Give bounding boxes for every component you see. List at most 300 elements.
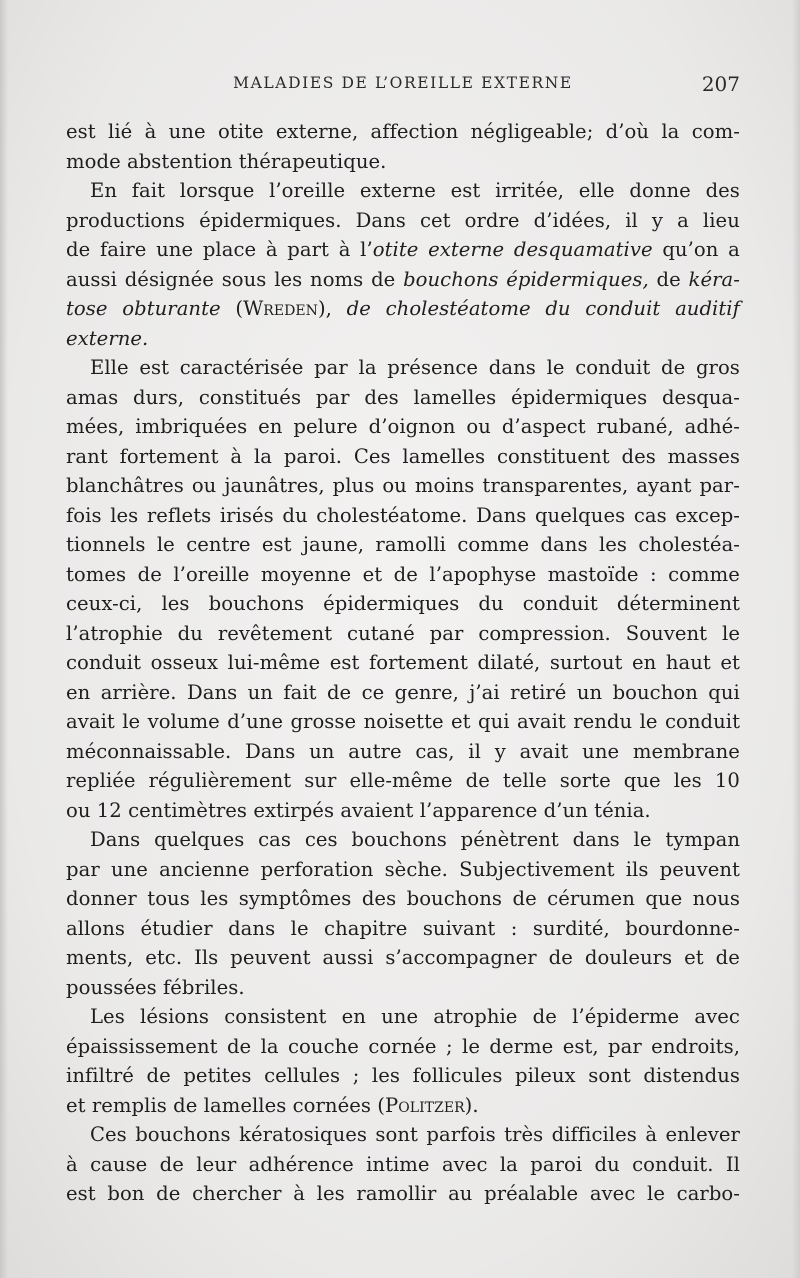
word: conduit. [632,1152,714,1176]
word: dilaté, [477,651,541,674]
text-line [66,589,740,619]
word: épaississement [66,1034,218,1058]
word: rendu [573,710,633,733]
word: très [504,1123,544,1146]
word: de [656,267,681,291]
text-line [66,1061,740,1091]
text-line [66,530,740,560]
word: pénètrent [460,828,559,851]
word: peuvent [659,857,740,881]
word: externe [428,238,505,261]
word: dans [572,828,620,851]
word: bouchons [135,1123,231,1146]
text-line [66,796,740,826]
word: avec [589,1182,636,1205]
word: à [230,444,243,468]
word: dans [488,356,536,379]
word: les [200,887,229,910]
word: du [594,1152,620,1176]
word: excep- [675,503,740,527]
word: cholestéatome [385,297,531,320]
word: ces [304,828,338,851]
word: cet [419,208,451,232]
word: le [639,710,658,733]
word: l’apophyse [429,562,537,586]
word: ; [445,1034,453,1058]
word: les [316,1182,345,1205]
word: desquamative [513,238,653,261]
word: moins [414,474,475,497]
word: déterminent [616,592,740,615]
word: auditif [675,297,740,320]
word: conduit [66,651,142,674]
word: à [265,238,278,261]
text-line [66,560,740,590]
word: aussi [322,946,374,969]
word: un [247,680,273,704]
word: d’un [543,798,588,822]
word: par [66,857,100,881]
word: fait [283,680,317,704]
word: par [608,1034,642,1058]
word: les [110,503,139,527]
text-line [66,1150,740,1180]
word: : [510,916,518,940]
word: de [371,267,396,291]
word: fortement [119,444,219,468]
word: de [346,297,371,320]
word: aussi [66,267,117,291]
word: Les [90,1005,125,1028]
word: ramolli [375,533,446,556]
word: qui [708,680,740,704]
word: étudier [140,916,213,940]
word: lieu [702,208,740,232]
text-line [66,294,740,324]
word: est [329,651,360,674]
word: régulièrement [148,769,292,792]
word: d’une [227,710,284,733]
word: quelques [154,828,245,851]
text-line [66,206,740,236]
text-line [66,1032,740,1062]
word: à [293,1182,305,1205]
word: productions [66,208,186,232]
word: kéra- [688,267,740,291]
word: le [156,533,175,556]
word: ancienne [159,857,250,881]
word: conduit [522,592,598,615]
word: et [684,946,704,969]
word: externe [359,179,436,202]
word: d’idées, [533,208,612,232]
body-text [66,117,740,1209]
word: l’épiderme [572,1005,680,1028]
word: lamelles [413,385,497,409]
word: bouchon [612,680,698,704]
word: mastoïde [547,562,639,586]
word: il [468,739,481,763]
word: ments, [66,946,134,969]
word: (Wreden), [235,297,332,320]
word: le [647,1182,665,1205]
word: est [66,1182,96,1205]
word: mode [66,149,121,173]
text-line [66,825,740,855]
word: Dans [90,828,141,851]
word: Dans [355,208,406,232]
word: donner [66,887,137,910]
word: ténia. [594,798,651,822]
word: en [258,415,283,438]
text-line [66,353,740,383]
word: obturante [122,297,221,320]
word: cholestéa- [638,533,740,556]
word: sous [221,267,267,291]
word: reflets [146,503,212,527]
word: de [393,562,418,586]
word: revêtement [217,621,333,645]
word: l’oreille [269,179,346,202]
word: elle [578,179,615,202]
word: qui [478,710,510,733]
word: Dans [476,503,527,527]
word: des [705,179,740,202]
word: le [122,710,141,733]
word: pelure [293,415,358,438]
text-line [66,235,740,265]
word: perforation [260,857,374,881]
word: l’atrophie [66,621,163,645]
word: désignée [124,267,214,291]
word: elle-même [349,769,453,792]
word: l’apparence [419,798,538,822]
word: du [177,621,203,645]
word: de [532,1005,557,1028]
word: épidermiques, [506,267,649,291]
word: intime [366,1152,430,1176]
word: d’où [605,120,650,143]
text-line [66,943,740,973]
text-line [66,914,740,944]
word: lorsque [179,179,255,202]
word: d’oignon [368,415,456,438]
word: y [651,208,664,232]
text-line [66,117,740,147]
word: une [582,739,620,763]
word: ; [352,1064,360,1087]
word: irisés [219,503,274,527]
word: de [548,946,573,969]
word: masses [667,444,740,468]
word: irritée, [495,179,565,202]
page-edge-left [0,0,8,1278]
word: à [66,1152,78,1176]
word: ce [361,680,385,704]
word: bouchons [208,592,305,615]
word: méconnaissable. [66,739,232,763]
text-line [66,707,740,737]
word: infiltré [66,1064,134,1087]
word: compression. [478,621,611,645]
word: une [168,120,206,143]
word: haut [665,651,711,674]
word: Elle [90,356,129,379]
word: gros [695,356,740,379]
word: volume [147,710,220,733]
word: thérapeutique. [238,149,387,173]
word: de [715,946,740,969]
word: moyenne [260,562,352,586]
word: telle [502,769,547,792]
text-line [66,176,740,206]
word: avec [694,1005,740,1028]
text-line [66,1002,740,1032]
word: chercher [192,1182,282,1205]
word: bourdonne- [625,916,740,940]
text-line [66,678,740,708]
word: parfois [426,1123,496,1146]
word: de [146,1064,171,1087]
text-line [66,383,740,413]
word: la [253,444,272,468]
text-line [66,265,740,295]
word: il [625,208,638,232]
word: consistent [224,1005,327,1028]
word: abstention [126,149,233,173]
word: extirpés [253,798,335,822]
word: membrane [632,739,740,763]
word: allons [66,916,125,940]
word: tomes [66,562,127,586]
word: de [465,769,490,792]
word: le [546,356,565,379]
word: négligeable; [470,120,594,143]
word: la [358,356,377,379]
word: mées, [66,415,125,438]
word: nous [692,887,740,910]
word: tose [66,297,108,320]
word: carbo- [676,1182,740,1205]
word: du [282,503,308,527]
word: jaunâtres, [224,474,325,497]
word: le [462,1034,480,1058]
word: le [290,916,309,940]
word: Ces [353,444,391,468]
word: de [326,680,352,704]
text-line [66,501,740,531]
word: par [315,385,350,409]
word: durs, [132,385,185,409]
word: Subjectivement [459,857,615,881]
text-line [66,648,740,678]
text-line [66,973,740,1003]
text-line [66,471,740,501]
word: Il [725,1152,740,1176]
word: fébriles. [162,975,245,999]
word: cellules [264,1064,341,1087]
text-line [66,766,740,796]
word: ramollir [356,1182,437,1205]
word: ou [191,474,217,497]
word: caractérisée [179,356,304,379]
word: en [631,651,657,674]
word: cas [258,828,292,851]
word: quelques [534,503,626,527]
word: pileux [515,1064,576,1087]
word: épidermiques [511,385,648,409]
text-line [66,1179,740,1209]
text-line [66,324,740,354]
word: par- [699,474,740,497]
text-line [66,442,740,472]
word: noms [310,267,364,291]
word: otite [217,120,264,143]
word: En [90,179,118,202]
word: etc. [145,946,183,969]
word: rant [66,444,108,468]
word: une [381,1005,419,1028]
word: tionnels [66,533,146,556]
word: les [371,1064,400,1087]
word: adhé- [684,415,740,438]
word: couche [288,1034,359,1058]
word: Dans [245,739,296,763]
word: suivant [422,916,496,940]
word: ou [66,798,91,822]
word: qu’on [662,238,719,261]
word: : [650,562,657,586]
word: de [156,1182,181,1205]
word: difficiles [551,1123,637,1146]
word: donne [629,179,691,202]
word: l’otite [360,238,419,261]
word: poussées [66,975,157,999]
word: cas, [415,739,455,763]
word: bouchons [406,887,503,910]
word: de [159,1152,184,1176]
word: est [66,120,96,143]
word: ceux-ci, [66,592,143,615]
word: osseux [150,651,219,674]
word: lié [108,120,133,143]
word: épidermiques [323,592,460,615]
word: du [478,592,504,615]
page-number: 207 [701,72,740,96]
word: fortement [368,651,468,674]
word: atrophie [433,1005,518,1028]
word: repliée [66,769,136,792]
word: de [66,238,91,261]
word: sèche. [384,857,448,881]
word: peuvent [230,946,311,969]
text-line [66,619,740,649]
word: Ces [90,1123,127,1146]
word: s’accompagner [385,946,537,969]
word: par [429,621,464,645]
word: et [362,562,383,586]
word: arrière. [100,680,177,704]
word: centre [186,533,251,556]
word: les [598,533,628,556]
word: Ils [194,946,219,969]
word: est, [562,1034,599,1058]
word: noisette [363,710,444,733]
word: externe, [275,120,359,143]
word: à [645,1123,658,1146]
word: part [287,238,329,261]
word: lamelles [203,1093,287,1117]
word: autre [348,739,402,763]
word: a [728,238,740,261]
word: cutané [347,621,415,645]
word: de [137,562,162,586]
word: d’aspect [501,415,586,438]
word: conduit [585,297,661,320]
word: ayant [636,474,692,497]
word: le [633,828,652,851]
word: la [661,120,680,143]
word: des [364,385,399,409]
text-line [66,1091,740,1121]
word: de [660,356,686,379]
word: adhérence [248,1152,354,1176]
word: a [677,208,689,232]
word: conduit [575,356,651,379]
word: comme [457,533,530,556]
word: 10 [714,769,740,792]
word: (Politzer). [377,1093,479,1117]
word: fait [131,179,166,202]
word: et [451,710,471,733]
word: cornées [292,1093,371,1117]
word: chapitre [324,916,408,940]
word: préalable [484,1182,579,1205]
word: conduit [664,710,740,733]
word: externe. [66,326,149,350]
word: du [545,297,571,320]
word: avait [519,739,569,763]
word: de [226,1034,252,1058]
word: transparentes, [482,474,629,497]
word: les [673,769,702,792]
word: que [645,887,683,910]
word: avait [516,710,566,733]
word: desqua- [661,385,740,409]
word: surtout [549,651,623,674]
word: la [260,1034,279,1058]
word: avec [441,1152,488,1176]
word: un [576,680,603,704]
word: leur [196,1152,237,1176]
word: à [338,238,351,261]
word: com- [691,120,740,143]
word: dans [540,533,588,556]
word: retiré [510,680,567,704]
word: est [261,533,292,556]
word: bouchons [403,267,499,291]
text-line [66,412,740,442]
word: rubané, [596,415,674,438]
word: cérumen [547,887,635,910]
word: bouchons [351,828,447,851]
word: cause [90,1152,148,1176]
word: ou [466,415,491,438]
word: cholestéatome. [316,503,468,527]
word: tous [147,887,190,910]
word: lésions [140,1005,210,1028]
word: de [173,1093,198,1117]
